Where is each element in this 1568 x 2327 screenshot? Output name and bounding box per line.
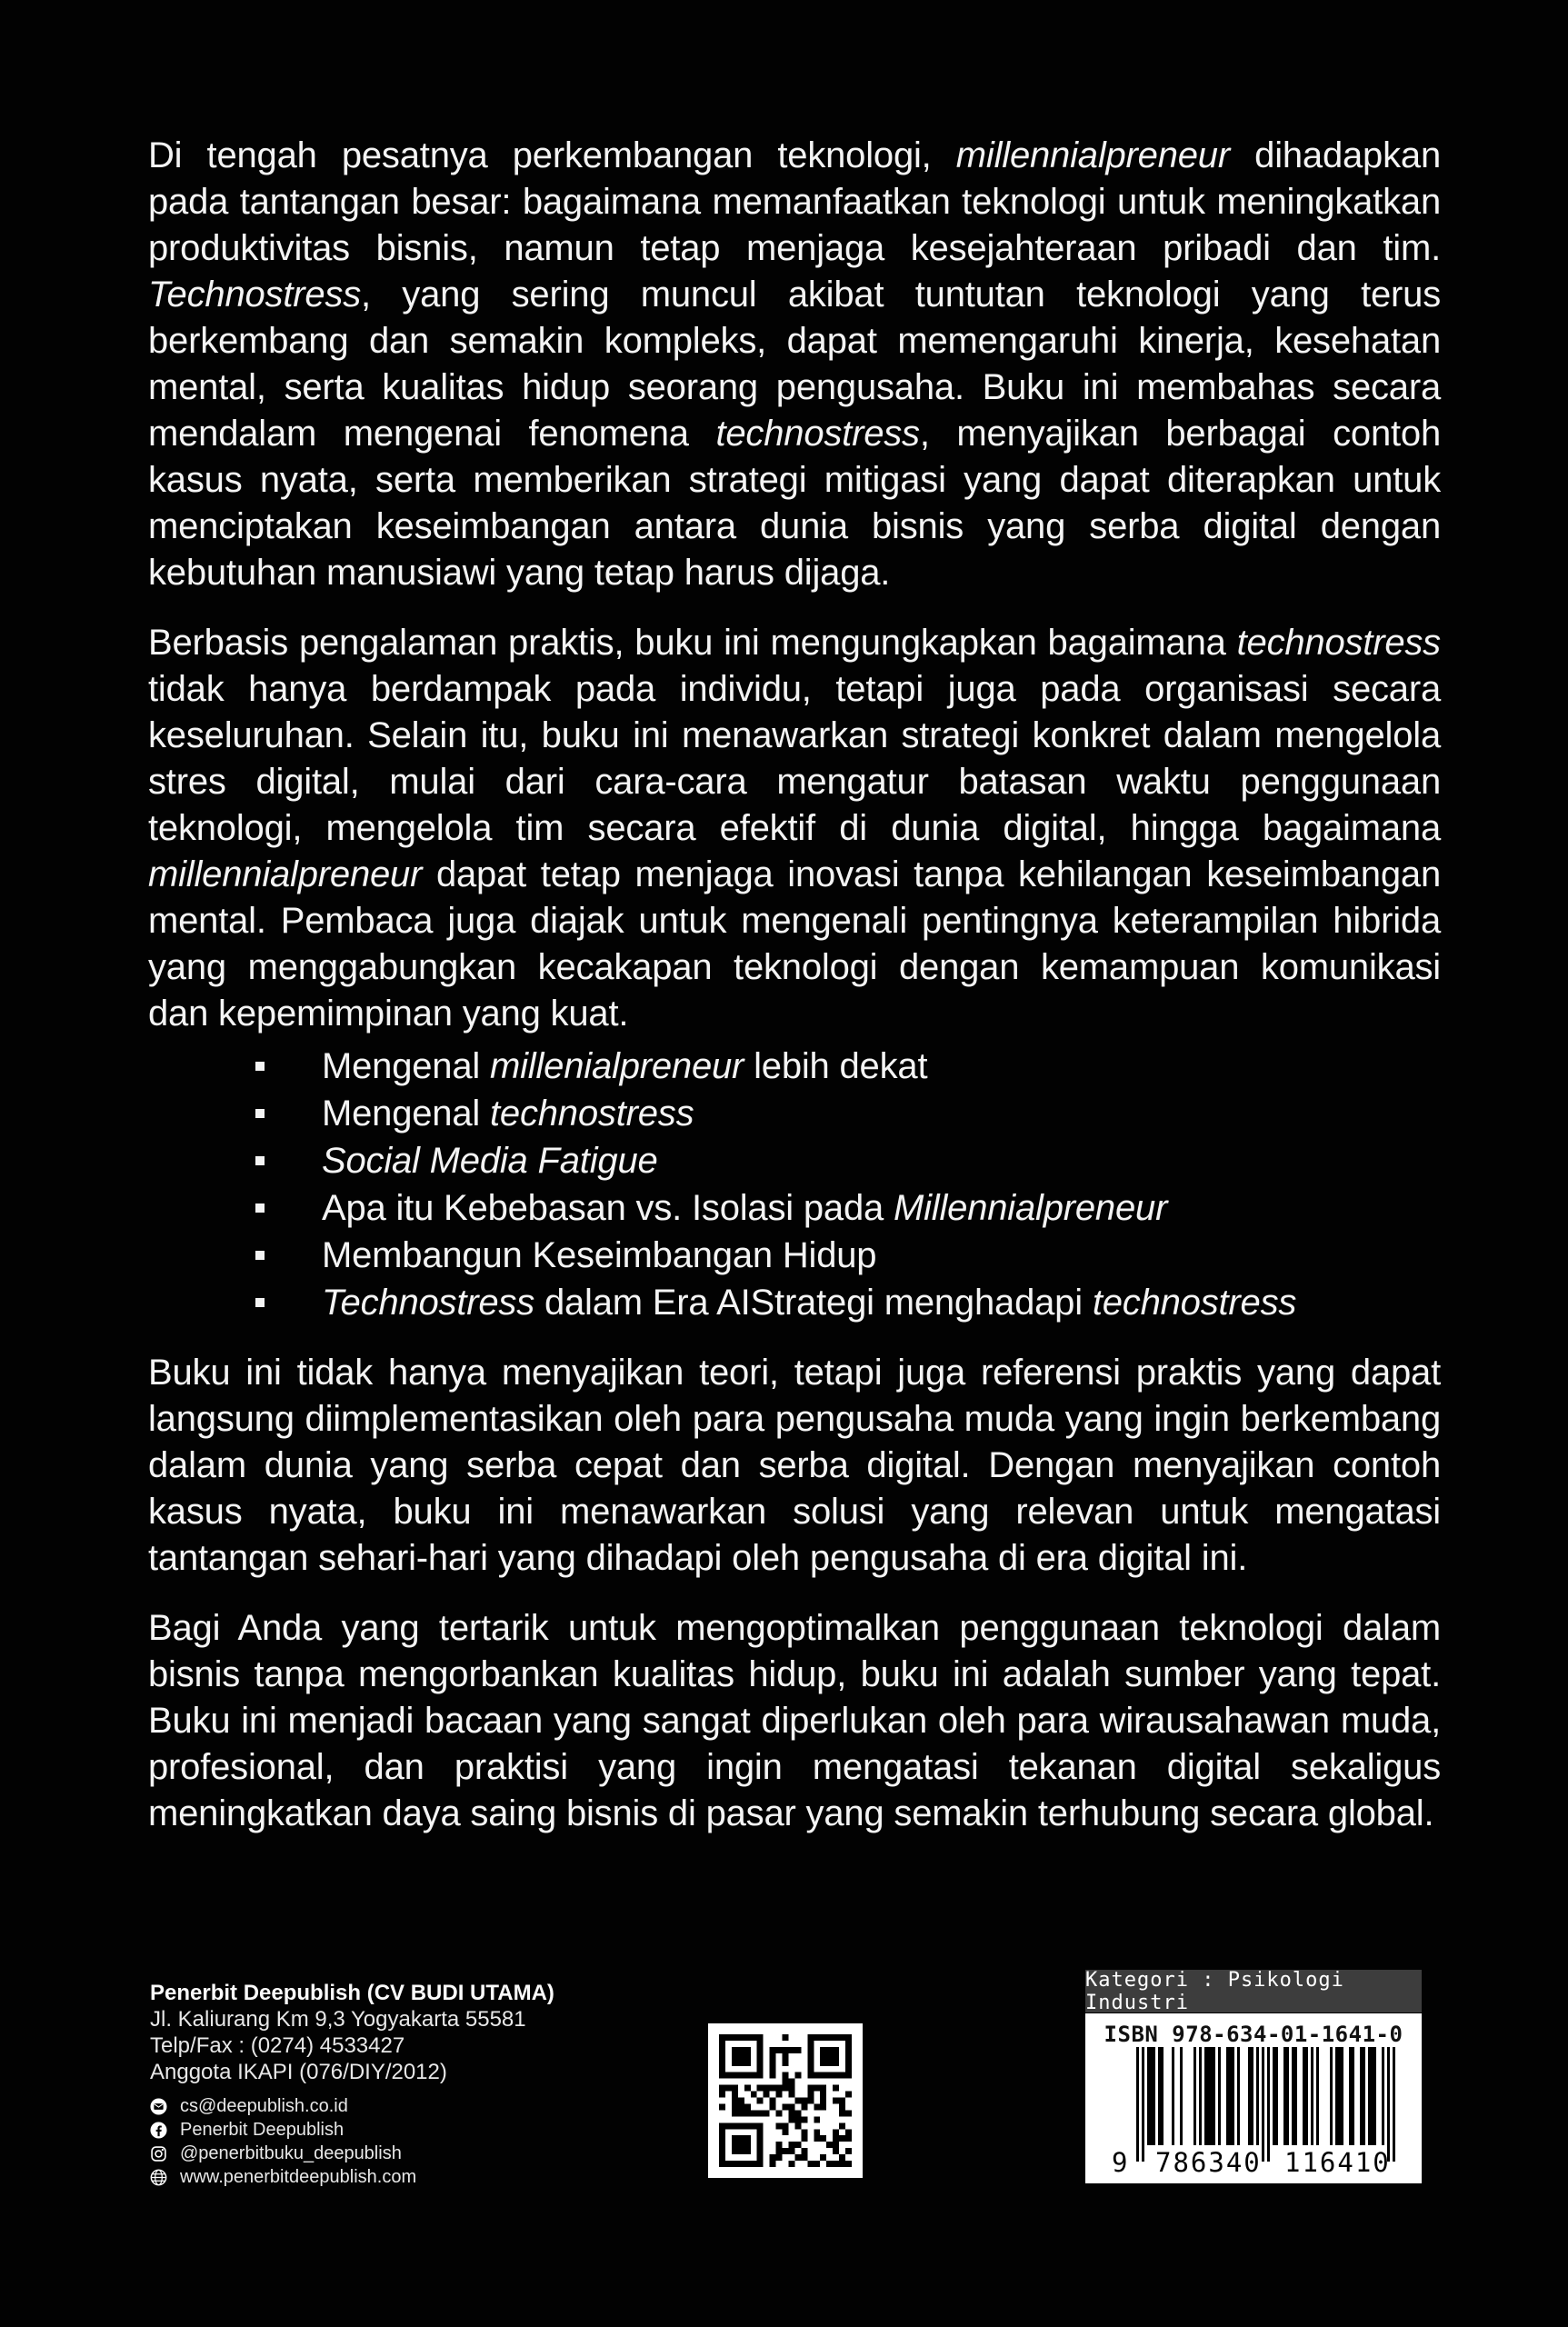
isbn-digit-left: 9 <box>1112 2147 1130 2178</box>
contact-text: Penerbit Deepublish <box>180 2120 345 2140</box>
bullet-square-icon <box>255 1203 265 1213</box>
isbn-digit-group2: 116410 <box>1284 2147 1391 2178</box>
bullet-square-icon <box>255 1156 265 1165</box>
qr-code <box>708 2023 863 2178</box>
synopsis-paragraph: Buku ini tidak hanya menyajikan teori, tetapi juga referensi praktis yang dapat langsung diimplementasikan oleh para pengusaha muda yang ingin berkembang dalam dunia yang serba cepat dan serba digital. Dengan menyajikan contoh kasus nyata, buku ini menawarkan solusi yang relevan untuk mengatasi tantangan sehari-hari yang dihadapi oleh pengusaha di era digital ini. <box>148 1353 1441 1578</box>
publisher-phone: Telp/Fax : (0274) 4533427 <box>150 2033 405 2058</box>
isbn-barcode <box>1085 2013 1422 2183</box>
topic-item: Apa itu Kebebasan vs. Isolasi pada Millennialpreneur <box>255 1184 1441 1232</box>
isbn-block <box>1085 1970 1422 2183</box>
publisher-contacts <box>150 2094 659 2189</box>
synopsis <box>148 133 1441 1837</box>
publisher-info <box>150 1980 659 2189</box>
topic-list <box>148 1043 1441 1326</box>
topic-item: Mengenal millenialpreneur lebih dekat <box>255 1043 1441 1090</box>
topic-item: Mengenal technostress <box>255 1090 1441 1137</box>
contact-item <box>150 2165 659 2189</box>
topic-item: Social Media Fatigue <box>255 1137 1441 1184</box>
globe-icon <box>150 2169 167 2186</box>
topic-item: Technostress dalam Era AIStrategi menghadapi technostress <box>255 1279 1441 1326</box>
contact-text: cs@deepublish.co.id <box>180 2096 348 2116</box>
publisher-name: Penerbit Deepublish (CV BUDI UTAMA) <box>150 1981 554 2005</box>
publisher-address: Jl. Kaliurang Km 9,3 Yogyakarta 55581 <box>150 2007 526 2032</box>
topic-item: Membangun Keseimbangan Hidup <box>255 1232 1441 1279</box>
isbn-digit-group1: 786340 <box>1155 2147 1262 2178</box>
bullet-square-icon <box>255 1062 265 1071</box>
synopsis-paragraph: Berbasis pengalaman praktis, buku ini mengungkapkan bagaimana technostress tidak hanya berdampak pada individu, tetapi juga pada organisasi secara keseluruhan. Selain itu, buku ini menawarkan strategi konkret dalam mengelola stres digital, mulai dari cara-cara mengatur batasan waktu penggunaan teknologi, mengelola tim secara efektif di dunia digital, hingga bagaimana millennialpreneur dapat tetap menjaga inovasi tanpa kehilangan keseimbangan mental. Pembaca juga diajak untuk mengenali pentingnya keterampilan hibrida yang menggabungkan kecakapan teknologi dengan kemampuan komunikasi dan kepemimpinan yang kuat. <box>148 623 1441 1034</box>
bullet-square-icon <box>255 1251 265 1260</box>
email-icon <box>150 2098 167 2115</box>
contact-text: @penerbitbuku_deepublish <box>180 2143 402 2163</box>
contact-item <box>150 2142 659 2165</box>
contact-item <box>150 2094 659 2118</box>
facebook-icon <box>150 2122 167 2139</box>
isbn-number: ISBN 978-634-01-1641-0 <box>1104 2022 1403 2047</box>
bullet-square-icon <box>255 1109 265 1118</box>
instagram-icon <box>150 2145 167 2162</box>
category-label: Kategori : Psikologi Industri <box>1085 1970 1422 2012</box>
synopsis-paragraph: Bagi Anda yang tertarik untuk mengoptimalkan penggunaan teknologi dalam bisnis tanpa mengorbankan kualitas hidup, buku ini adalah sumber yang tepat. Buku ini menjadi bacaan yang sangat diperlukan oleh para wirausahawan muda, profesional, dan praktisi yang ingin mengatasi tekanan digital sekaligus meningkatkan daya saing bisnis di pasar yang semakin terhubung secara global. <box>148 1608 1441 1833</box>
synopsis-closing <box>148 1350 1441 1837</box>
synopsis-paragraph: Di tengah pesatnya perkembangan teknologi, millennialpreneur dihadapkan pada tantangan besar: bagaimana memanfaatkan teknologi untuk meningkatkan produktivitas bisnis, namun tetap menjaga kesejahteraan pribadi dan tim. Technostress, yang sering muncul akibat tuntutan teknologi yang terus berkembang dan semakin kompleks, dapat memengaruhi kinerja, kesehatan mental, serta kualitas hidup seorang pengusaha. Buku ini membahas secara mendalam mengenai fenomena technostress, menyajikan berbagai contoh kasus nyata, serta memberikan strategi mitigasi yang dapat diterapkan untuk menciptakan keseimbangan antara dunia bisnis yang serba digital dengan kebutuhan manusiawi yang tetap harus dijaga. <box>148 135 1442 593</box>
publisher-membership: Anggota IKAPI (076/DIY/2012) <box>150 2060 447 2084</box>
contact-item <box>150 2118 659 2142</box>
bullet-square-icon <box>255 1298 265 1307</box>
contact-text: www.penerbitdeepublish.com <box>180 2167 417 2187</box>
synopsis-intro <box>148 133 1441 1037</box>
